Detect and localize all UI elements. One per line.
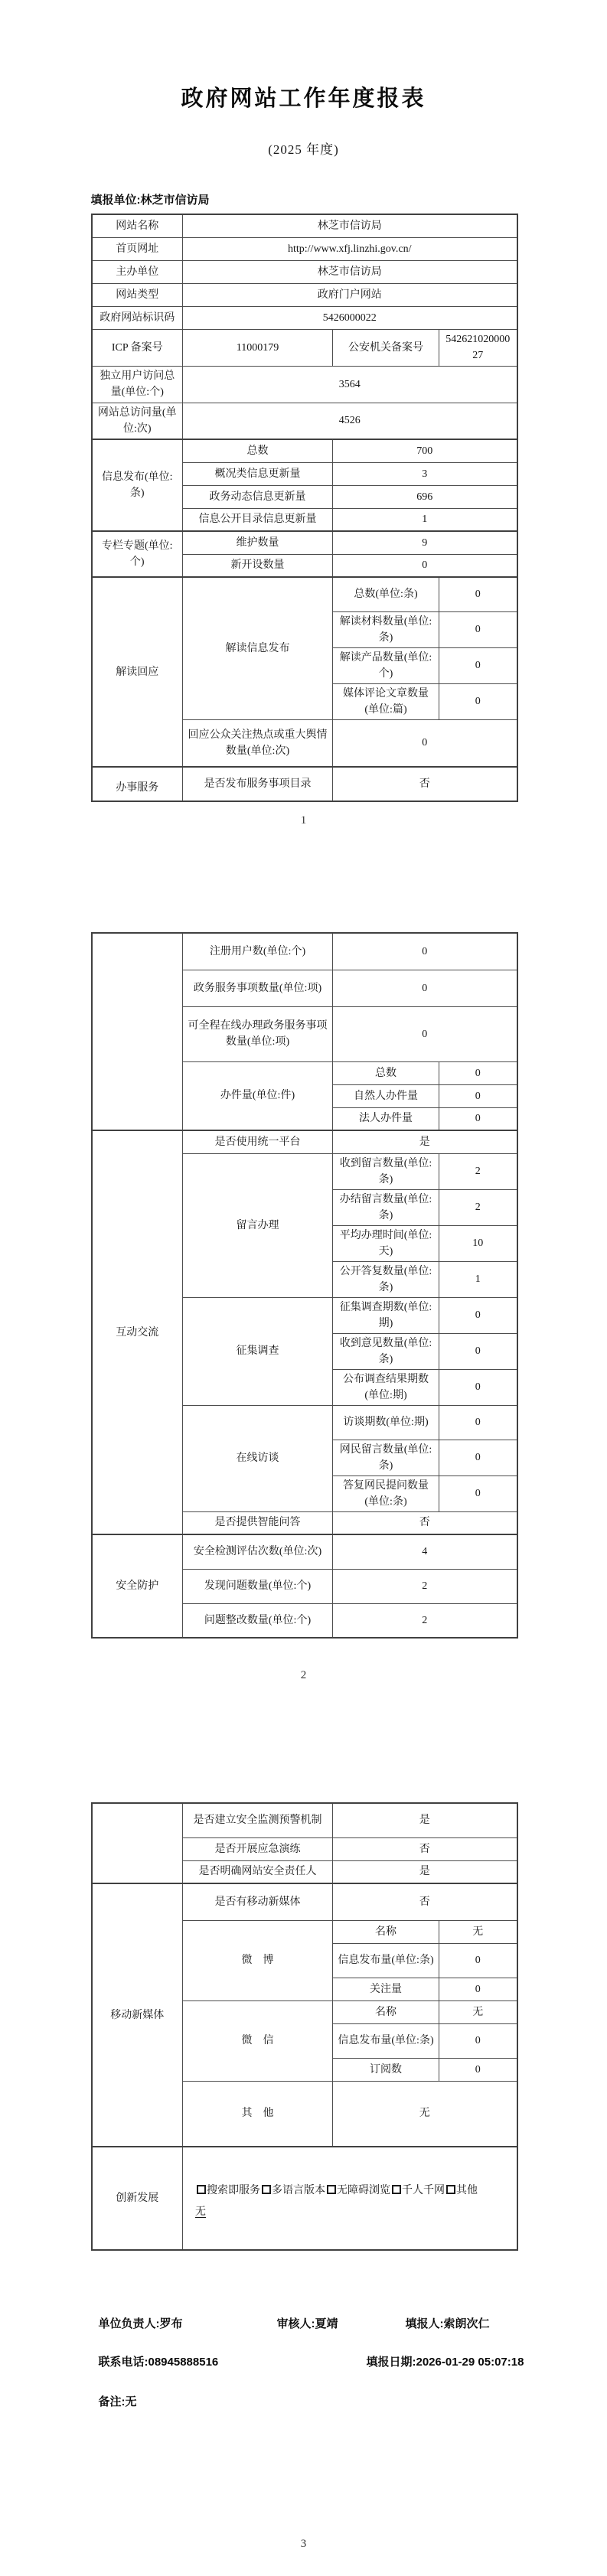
wechat-posts-label: 信息发布量(单位:条) xyxy=(333,2023,439,2058)
problems-fixed-value: 2 xyxy=(333,1603,517,1638)
innovation-option: 千人千网 xyxy=(402,2184,445,2196)
online-items-label: 可全程在线办理政务服务事项数量(单位:项) xyxy=(183,1006,333,1061)
innovation-option: 其他 xyxy=(456,2184,478,2196)
problems-found-value: 2 xyxy=(333,1569,517,1603)
table-row xyxy=(92,237,517,260)
cases-legal-label: 法人办件量 xyxy=(333,1107,439,1130)
other-media-label: 其 他 xyxy=(183,2081,333,2147)
innovation-option: 无障碍浏览 xyxy=(337,2184,390,2196)
info-catalog-value: 1 xyxy=(333,508,517,531)
table-row xyxy=(92,439,517,462)
hotspot-response-value: 0 xyxy=(333,719,517,767)
msg-public-reply-value: 1 xyxy=(439,1261,517,1297)
interview-replies-value: 0 xyxy=(439,1475,517,1511)
cases-person-value: 0 xyxy=(439,1084,517,1107)
warning-mechanism-value: 是 xyxy=(333,1803,517,1837)
interview-replies-label: 答复网民提问数量(单位:条) xyxy=(333,1475,439,1511)
emergency-drill-value: 否 xyxy=(333,1837,517,1860)
has-mobile-media-value: 否 xyxy=(333,1883,517,1920)
service-items-label: 政务服务事项数量(单位:项) xyxy=(183,970,333,1006)
msg-public-reply-label: 公开答复数量(单位:条) xyxy=(333,1261,439,1297)
cases-legal-value: 0 xyxy=(439,1107,517,1130)
unique-visitors-label: 独立用户访问总量(单位:个) xyxy=(92,366,183,403)
survey-opinions-value: 0 xyxy=(439,1333,517,1369)
innovation-option: 搜索即服务 xyxy=(207,2184,260,2196)
page-number: 2 xyxy=(300,1669,307,1681)
empty-continuation-cell xyxy=(92,1803,183,1883)
warning-mechanism-label: 是否建立安全监测预警机制 xyxy=(183,1803,333,1837)
security-officer-value: 是 xyxy=(333,1860,517,1883)
msg-avg-time-value: 10 xyxy=(439,1225,517,1261)
psb-record-value: 54262102000027 xyxy=(439,329,517,366)
interpret-products-label: 解读产品数量(单位:个) xyxy=(333,647,439,683)
table-row xyxy=(92,1534,517,1569)
msg-avg-time-label: 平均办理时间(单位:天) xyxy=(333,1225,439,1261)
cases-group-label: 办件量(单位:件) xyxy=(183,1061,333,1130)
message-group-label: 留言办理 xyxy=(183,1153,333,1297)
special-maintained-label: 维护数量 xyxy=(183,531,333,554)
contact-phone: 联系电话:08945888516 xyxy=(98,2356,219,2369)
weibo-name-label: 名称 xyxy=(333,1920,439,1943)
unique-visitors-value: 3564 xyxy=(183,366,517,403)
security-officer-label: 是否明确网站安全责任人 xyxy=(183,1860,333,1883)
info-publish-group-label: 信息发布(单位:条) xyxy=(92,439,183,531)
weibo-name-value: 无 xyxy=(439,1920,517,1943)
info-total-label: 总数 xyxy=(183,439,333,462)
interview-msgs-label: 网民留言数量(单位:条) xyxy=(333,1440,439,1475)
report-sheet xyxy=(90,191,524,2551)
reporting-unit-line: 填报单位:林芝市信访局 xyxy=(90,194,210,207)
empty-continuation-cell xyxy=(92,933,183,1130)
table-row xyxy=(92,1803,517,1837)
special-new-label: 新开设数量 xyxy=(183,554,333,577)
checkbox-icon xyxy=(197,2185,206,2194)
icp-label: ICP 备案号 xyxy=(92,329,183,366)
cases-total-label: 总数 xyxy=(333,1061,439,1084)
signature-footer xyxy=(91,2315,532,2409)
table-row xyxy=(92,329,517,366)
weibo-posts-value: 0 xyxy=(439,1943,517,1978)
survey-group-label: 征集调查 xyxy=(183,1297,333,1405)
survey-opinions-label: 收到意见数量(单位:条) xyxy=(333,1333,439,1369)
interpret-products-value: 0 xyxy=(439,647,517,683)
icp-value: 11000179 xyxy=(183,329,333,366)
table-row xyxy=(92,1130,517,1153)
survey-periods-label: 征集调查期数(单位:期) xyxy=(333,1297,439,1333)
table-row xyxy=(92,577,517,611)
wechat-name-value: 无 xyxy=(439,2000,517,2023)
security-checks-label: 安全检测评估次数(单位:次) xyxy=(183,1534,333,1569)
survey-periods-value: 0 xyxy=(439,1297,517,1333)
innovation-other-line xyxy=(195,2203,511,2222)
site-name-value: 林芝市信访局 xyxy=(183,214,517,237)
interview-periods-label: 访谈期数(单位:期) xyxy=(333,1405,439,1440)
innovation-group-label: 创新发展 xyxy=(92,2147,183,2250)
checkbox-icon xyxy=(392,2185,401,2194)
table-row xyxy=(92,531,517,554)
site-code-label: 政府网站标识码 xyxy=(92,306,183,329)
table-row xyxy=(92,366,517,403)
msg-received-label: 收到留言数量(单位:条) xyxy=(333,1153,439,1189)
interpret-materials-label: 解读材料数量(单位:条) xyxy=(333,611,439,647)
cases-person-label: 自然人办件量 xyxy=(333,1084,439,1107)
site-type-value: 政府门户网站 xyxy=(183,283,517,306)
page-number: 1 xyxy=(300,814,307,827)
home-url-value: http://www.xfj.linzhi.gov.cn/ xyxy=(183,237,517,260)
table-row xyxy=(92,2147,517,2250)
smart-qa-value: 否 xyxy=(333,1511,517,1534)
interpret-total-label: 总数(单位:条) xyxy=(333,577,439,611)
site-type-label: 网站类型 xyxy=(92,283,183,306)
interpret-group-label: 解读回应 xyxy=(92,577,183,767)
checkbox-icon xyxy=(262,2185,271,2194)
info-news-label: 政务动态信息更新量 xyxy=(183,485,333,508)
wechat-subs-label: 订阅数 xyxy=(333,2058,439,2081)
wechat-group-label: 微 信 xyxy=(183,2000,333,2081)
organizer-label: 主办单位 xyxy=(92,260,183,283)
other-media-value: 无 xyxy=(333,2081,517,2147)
total-visits-value: 4526 xyxy=(183,403,517,439)
cases-total-value: 0 xyxy=(439,1061,517,1084)
site-name-label: 网站名称 xyxy=(92,214,183,237)
msg-received-value: 2 xyxy=(439,1153,517,1189)
home-url-label: 首页网址 xyxy=(92,237,183,260)
interpret-materials-value: 0 xyxy=(439,611,517,647)
table-row xyxy=(92,403,517,439)
security-newmedia-table xyxy=(91,1802,518,2251)
msg-done-label: 办结留言数量(单位:条) xyxy=(333,1189,439,1225)
reviewer: 审核人:夏靖 xyxy=(276,2317,338,2330)
innovation-content xyxy=(183,2147,517,2250)
checkbox-icon xyxy=(327,2185,336,2194)
info-news-value: 696 xyxy=(333,485,517,508)
table-row xyxy=(92,1883,517,1920)
table-row xyxy=(92,283,517,306)
hotspot-response-label: 回应公众关注热点或重大舆情数量(单位:次) xyxy=(183,719,333,767)
service-interaction-table xyxy=(91,932,518,1639)
emergency-drill-label: 是否开展应急演练 xyxy=(183,1837,333,1860)
table-row xyxy=(92,260,517,283)
service-group-label: 办事服务 xyxy=(92,767,183,801)
service-catalog-label: 是否发布服务事项目录 xyxy=(183,767,333,801)
table-row xyxy=(92,214,517,237)
security-group-label: 安全防护 xyxy=(92,1534,183,1638)
psb-record-label: 公安机关备案号 xyxy=(333,329,439,366)
report-year-subtitle: (2025 年度) xyxy=(268,142,339,157)
registered-users-label: 注册用户数(单位:个) xyxy=(183,933,333,970)
special-new-value: 0 xyxy=(333,554,517,577)
signature-row xyxy=(99,2315,532,2331)
registered-users-value: 0 xyxy=(333,933,517,970)
weibo-followers-value: 0 xyxy=(439,1978,517,2000)
wechat-posts-value: 0 xyxy=(439,2023,517,2058)
interview-msgs-value: 0 xyxy=(439,1440,517,1475)
service-items-value: 0 xyxy=(333,970,517,1006)
remark: 备注:无 xyxy=(98,2395,137,2408)
security-checks-value: 4 xyxy=(333,1534,517,1569)
special-column-group-label: 专栏专题(单位:个) xyxy=(92,531,183,577)
online-items-value: 0 xyxy=(333,1006,517,1061)
contact-row xyxy=(99,2353,532,2369)
table-row xyxy=(92,767,517,801)
report-filler: 填报人:索朗次仁 xyxy=(405,2317,490,2330)
info-total-value: 700 xyxy=(333,439,517,462)
info-catalog-label: 信息公开目录信息更新量 xyxy=(183,508,333,531)
unified-platform-value: 是 xyxy=(333,1130,517,1153)
survey-results-label: 公布调查结果期数(单位:期) xyxy=(333,1369,439,1405)
table-row xyxy=(92,933,517,970)
weibo-followers-label: 关注量 xyxy=(333,1978,439,2000)
checkbox-icon xyxy=(446,2185,455,2194)
interpret-media-label: 媒体评论文章数量(单位:篇) xyxy=(333,683,439,719)
note-row xyxy=(99,2393,532,2409)
interpret-total-value: 0 xyxy=(439,577,517,611)
survey-results-value: 0 xyxy=(439,1369,517,1405)
interview-periods-value: 0 xyxy=(439,1405,517,1440)
unit-principal: 单位负责人:罗布 xyxy=(98,2317,183,2330)
problems-found-label: 发现问题数量(单位:个) xyxy=(183,1569,333,1603)
info-overview-value: 3 xyxy=(333,462,517,485)
basic-info-table xyxy=(91,214,518,802)
interpret-media-value: 0 xyxy=(439,683,517,719)
problems-fixed-label: 问题整改数量(单位:个) xyxy=(183,1603,333,1638)
has-mobile-media-label: 是否有移动新媒体 xyxy=(183,1883,333,1920)
interaction-group-label: 互动交流 xyxy=(92,1130,183,1534)
innovation-option: 多语言版本 xyxy=(272,2184,325,2196)
unified-platform-label: 是否使用统一平台 xyxy=(183,1130,333,1153)
weibo-group-label: 微 博 xyxy=(183,1920,333,2000)
smart-qa-label: 是否提供智能问答 xyxy=(183,1511,333,1534)
innovation-options xyxy=(195,2180,511,2203)
interview-group-label: 在线访谈 xyxy=(183,1405,333,1511)
wechat-name-label: 名称 xyxy=(333,2000,439,2023)
site-code-value: 5426000022 xyxy=(183,306,517,329)
special-maintained-value: 9 xyxy=(333,531,517,554)
innovation-other-value: 无 xyxy=(195,2206,206,2218)
report-date: 填报日期:2026-01-29 05:07:18 xyxy=(366,2356,524,2369)
weibo-posts-label: 信息发布量(单位:条) xyxy=(333,1943,439,1978)
report-title: 政府网站工作年度报表 xyxy=(181,86,426,111)
wechat-subs-value: 0 xyxy=(439,2058,517,2081)
mobile-media-group-label: 移动新媒体 xyxy=(92,1883,183,2147)
organizer-value: 林芝市信访局 xyxy=(183,260,517,283)
page-number: 3 xyxy=(300,2538,307,2550)
service-catalog-value: 否 xyxy=(333,767,517,801)
total-visits-label: 网站总访问量(单位:次) xyxy=(92,403,183,439)
interpret-publish-label: 解读信息发布 xyxy=(183,577,333,719)
msg-done-value: 2 xyxy=(439,1189,517,1225)
info-overview-label: 概况类信息更新量 xyxy=(183,462,333,485)
table-row xyxy=(92,306,517,329)
